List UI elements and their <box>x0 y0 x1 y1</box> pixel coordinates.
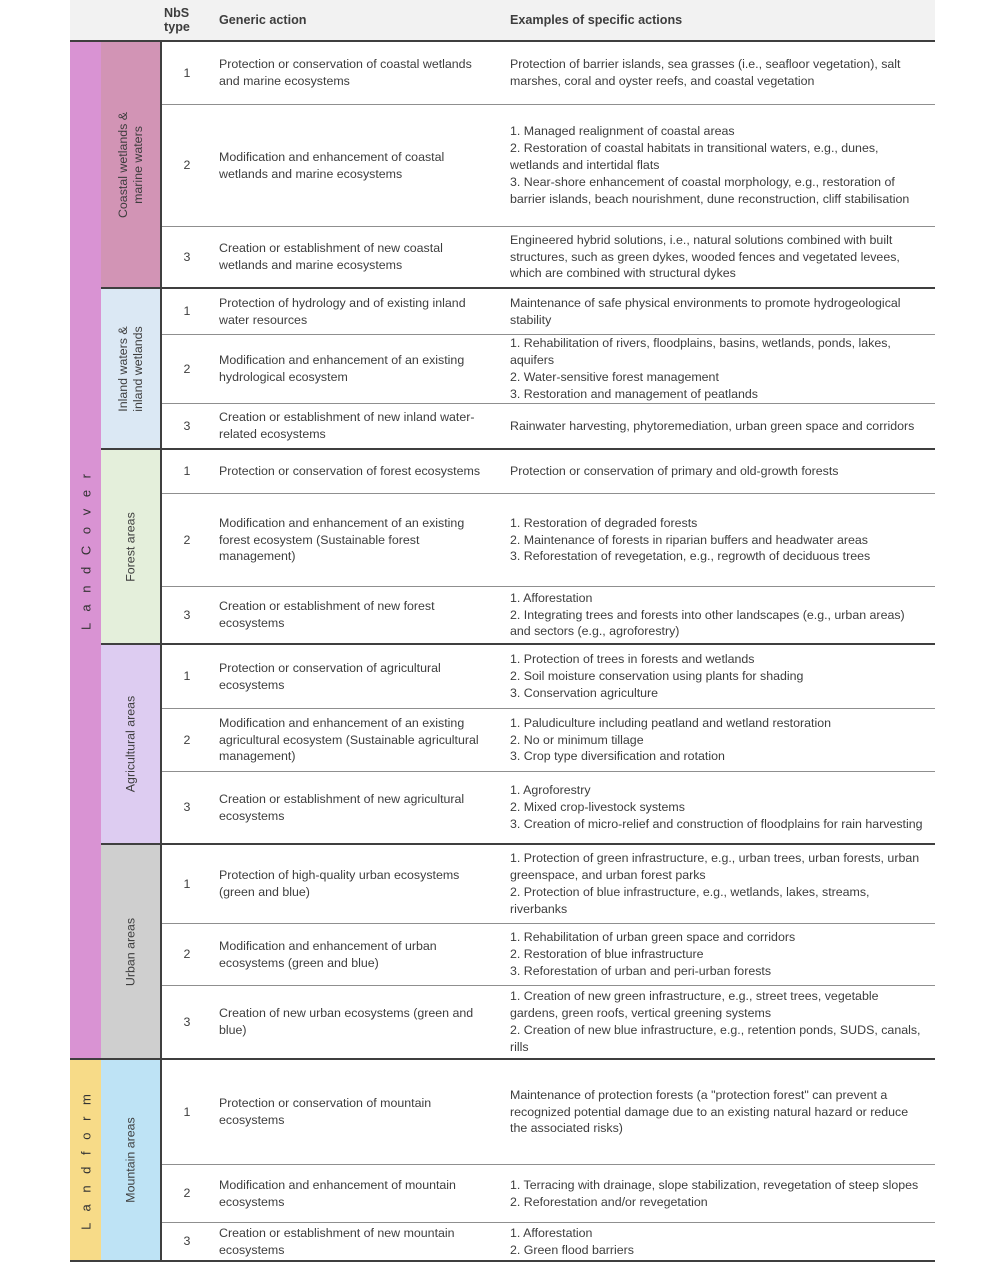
table-row <box>162 845 935 923</box>
table-body <box>70 42 935 1262</box>
examples-cell: Maintenance of safe physical environments to promote hydrogeological stability <box>510 295 901 327</box>
generic-action-cell: Creation or establishment of new forest ecosystems <box>219 599 435 630</box>
nbs-type-cell: 2 <box>183 732 191 747</box>
generic-action-cell: Creation or establishment of new mountain ecosystems <box>219 1225 455 1257</box>
urban-label <box>123 917 138 985</box>
mountain-band <box>101 1060 160 1260</box>
examples-cell: 1. Creation of new green infrastructure, e.g., street trees, vegetable gardens, green roofs, vertical greening systems 2. Creation of new blue infrastructure, e.g., retention ponds, SUDS, canals, rills <box>510 989 921 1054</box>
nbs-type-cell: 1 <box>183 876 191 891</box>
examples-cell: 1. Restoration of degraded forests 2. Maintenance of forests in riparian buffers and headwater areas 3. Reforestation of revegetation, e.g., regrowth of deciduous trees <box>510 515 871 564</box>
section-agricultural-areas <box>101 643 935 843</box>
table-row <box>162 226 935 287</box>
agricultural-label-line1: Agricultural areas <box>123 695 137 793</box>
nbs-type-cell: 3 <box>183 607 191 622</box>
table-row <box>162 771 935 843</box>
examples-cell: Engineered hybrid solutions, i.e., natural solutions combined with built structures, such as green dykes, wooded fences and vegetated levees, which are combined with structural dykes <box>510 232 900 281</box>
examples-cell: Rainwater harvesting, phytoremediation, urban green space and corridors <box>510 418 915 433</box>
section-forest-areas <box>101 448 935 643</box>
examples-cell: 1. Protection of green infrastructure, e.g., urban trees, urban forests, urban greenspace, and urban forest parks 2. Protection of blue infrastructure, e.g., wetlands, lakes, streams, riverbanks <box>510 851 920 916</box>
coastal-label <box>116 111 146 217</box>
coastal-band <box>101 42 160 287</box>
group-landform <box>70 1058 935 1260</box>
land-cover-band <box>70 42 101 1058</box>
header-spacer <box>70 0 160 40</box>
inland-label <box>116 326 146 411</box>
table-row <box>162 289 935 334</box>
nbs-type-cell: 1 <box>183 304 191 319</box>
generic-action-cell: Creation or establishment of new inland water-related ecosystems <box>219 410 475 441</box>
examples-cell: 1. Paludiculture including peatland and wetland restoration 2. No or minimum tillage 3. Crop type diversification and rotation <box>510 715 831 764</box>
section-coastal-wetlands <box>101 42 935 287</box>
examples-cell: Protection of barrier islands, sea grasses (i.e., seafloor vegetation), salt marshes, coral and oyster reefs, and coastal vegetation <box>510 57 901 88</box>
generic-action-cell: Modification and enhancement of mountain ecosystems <box>219 1177 456 1209</box>
inland-label-line2: inland wetlands <box>130 325 145 412</box>
header-nbs-line1: NbS <box>164 6 190 20</box>
header-nbs-type <box>160 6 212 34</box>
forest-label <box>123 512 138 582</box>
examples-cell: 1. Agroforestry 2. Mixed crop-livestock systems 3. Creation of micro-relief and construction of floodplains for rain harvesting <box>510 783 923 831</box>
forest-label-line1: Forest areas <box>123 511 137 582</box>
examples-cell: 1. Terracing with drainage, slope stabilization, revegetation of steep slopes 2. Reforestation and/or revegetation <box>510 1177 919 1209</box>
section-mountain-areas <box>101 1060 935 1260</box>
generic-action-cell: Creation of new urban ecosystems (green and blue) <box>219 1006 474 1037</box>
generic-action-cell: Modification and enhancement of an existing hydrological ecosystem <box>219 353 465 384</box>
generic-action-cell: Protection or conservation of mountain ecosystems <box>219 1096 432 1127</box>
table-row <box>162 104 935 226</box>
nbs-type-cell: 2 <box>183 361 191 376</box>
forest-band <box>101 450 160 643</box>
examples-cell: 1. Rehabilitation of urban green space and corridors 2. Restoration of blue infrastructure 3. Reforestation of urban and peri-urban forests <box>510 930 796 978</box>
table-row <box>162 334 935 403</box>
examples-cell: 1. Afforestation 2. Integrating trees and forests into other landscapes (e.g., urban areas) and sectors (e.g., agroforestry) <box>510 590 905 639</box>
generic-action-cell: Protection or conservation of forest ecosystems <box>219 464 481 479</box>
inland-band <box>101 289 160 448</box>
table-header <box>70 0 935 42</box>
landform-band <box>70 1060 101 1260</box>
generic-action-cell: Protection or conservation of coastal wetlands and marine ecosystems <box>219 57 472 88</box>
generic-action-cell: Modification and enhancement of urban ecosystems (green and blue) <box>219 938 437 970</box>
table-row <box>162 645 935 708</box>
generic-action-cell: Modification and enhancement of an existing agricultural ecosystem (Sustainable agricultural management) <box>219 715 479 764</box>
nbs-type-cell: 1 <box>183 1104 191 1119</box>
examples-cell: 1. Managed realignment of coastal areas 2. Restoration of coastal habitats in transitional waters, e.g., dunes, wetlands and intertidal flats 3. Near-shore enhancement of coastal morphology, e.g., restoration of barrier islands, beach nourishment, dune reconstruction, cliff stabilisation <box>510 124 910 206</box>
group-land-cover <box>70 42 935 1058</box>
nbs-type-cell: 3 <box>183 249 191 264</box>
generic-action-cell: Modification and enhancement of an existing forest ecosystem (Sustainable forest management) <box>219 515 465 564</box>
table-row <box>162 403 935 448</box>
examples-cell: Maintenance of protection forests (a "protection forest" can prevent a recognized potential damage due to an existing natural hazard or reduce the associated risks) <box>510 1087 909 1136</box>
mountain-label <box>123 1117 138 1202</box>
nbs-type-cell: 2 <box>183 158 191 173</box>
urban-band <box>101 845 160 1058</box>
coastal-label-line1: Coastal wetlands & <box>115 111 130 218</box>
nbs-type-cell: 3 <box>183 418 191 433</box>
table-row <box>162 42 935 104</box>
nbs-type-cell: 2 <box>183 532 191 547</box>
nbs-type-cell: 3 <box>183 1234 191 1249</box>
nbs-actions-table <box>70 0 935 1262</box>
landform-label: L a n d f o r m <box>78 1090 93 1230</box>
table-row <box>162 1060 935 1164</box>
generic-action-cell: Modification and enhancement of coastal wetlands and marine ecosystems <box>219 149 445 181</box>
header-examples: Examples of specific actions <box>510 13 683 27</box>
coastal-label-line2: marine waters <box>130 125 145 204</box>
table-row <box>162 708 935 771</box>
header-generic-action: Generic action <box>219 13 307 27</box>
table-row <box>162 450 935 493</box>
nbs-type-cell: 3 <box>183 1014 191 1029</box>
generic-action-cell: Protection of hydrology and of existing inland water resources <box>219 295 466 327</box>
nbs-type-cell: 2 <box>183 947 191 962</box>
nbs-type-cell: 2 <box>183 1186 191 1201</box>
table-row <box>162 586 935 643</box>
nbs-type-cell: 1 <box>183 464 191 479</box>
generic-action-cell: Protection of high-quality urban ecosystems (green and blue) <box>219 868 460 899</box>
land-cover-label: L a n d C o v e r <box>78 469 93 631</box>
agricultural-band <box>101 645 160 843</box>
table-row <box>162 1222 935 1260</box>
mountain-label-line1: Mountain areas <box>123 1117 137 1203</box>
section-urban-areas <box>101 843 935 1058</box>
generic-action-cell: Creation or establishment of new agricultural ecosystems <box>219 791 465 823</box>
urban-label-line1: Urban areas <box>123 917 137 986</box>
inland-label-line1: Inland waters & <box>115 325 130 412</box>
agricultural-label <box>123 696 138 792</box>
generic-action-cell: Creation or establishment of new coastal wetlands and marine ecosystems <box>219 241 443 272</box>
examples-cell: 1. Rehabilitation of rivers, floodplains, basins, wetlands, ponds, lakes, aquifers 2. Water-sensitive forest management 3. Restoration and management of peatlands <box>510 336 891 401</box>
examples-cell: Protection or conservation of primary and old-growth forests <box>510 464 839 479</box>
table-row <box>162 923 935 985</box>
nbs-type-cell: 1 <box>183 65 191 80</box>
nbs-type-cell: 3 <box>183 800 191 815</box>
header-nbs-line2: type <box>164 20 190 34</box>
table-row <box>162 1164 935 1222</box>
generic-action-cell: Protection or conservation of agricultural ecosystems <box>219 660 441 692</box>
examples-cell: 1. Protection of trees in forests and wetlands 2. Soil moisture conservation using plants for shading 3. Conservation agriculture <box>510 652 804 700</box>
examples-cell: 1. Afforestation 2. Green flood barriers <box>510 1225 634 1257</box>
table-row <box>162 985 935 1058</box>
nbs-type-cell: 1 <box>183 669 191 684</box>
section-inland-waters <box>101 287 935 448</box>
table-row <box>162 493 935 586</box>
